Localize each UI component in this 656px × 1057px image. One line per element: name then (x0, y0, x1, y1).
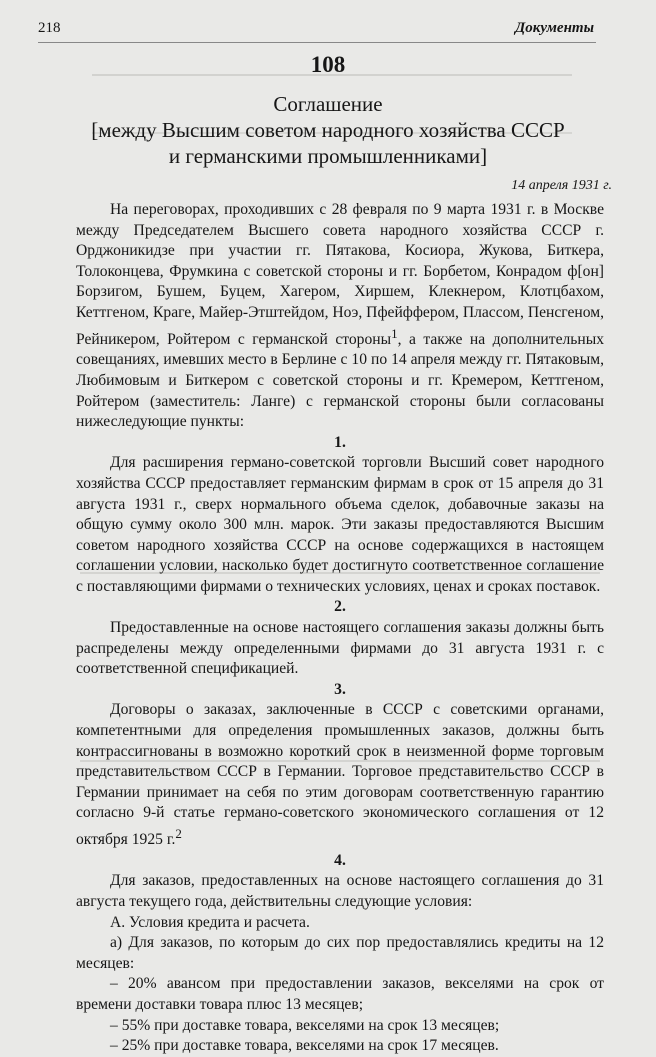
section-number: 4. (334, 851, 346, 869)
header-divider (38, 42, 596, 43)
section-number: 3. (334, 680, 346, 698)
section-number: 2. (334, 598, 346, 616)
section-paragraph: Для заказов, предоставленных на основе настоящего соглашения до 31 августа текущего года, действительны следующие условия: (76, 872, 604, 910)
intro-paragraph (76, 200, 604, 433)
title-line: [между Высшим советом народного хозяйства СССР (91, 118, 565, 142)
intro-text-continued: , а также на дополнительных совещаниях, имевших место в Берлине с 10 по 14 апреля между гг. Пятаковым, Любимовым и Биткером с советской стороны и гг. Кремером, Кеттгеном, Ройтером (заместитель: Ланге) с германской стороны были согласованы нижеследующие пункты: (76, 330, 605, 431)
conditions-item: а) Для заказов, по которым до сих пор предоставлялись кредиты на 12 месяцев: (76, 934, 604, 972)
document-number: 108 (310, 52, 346, 77)
document-title (0, 91, 656, 169)
section-number: 1. (334, 433, 346, 451)
section-paragraph (76, 700, 604, 850)
running-head: Документы (515, 20, 594, 36)
title-line: и германскими промышленниками] (168, 144, 488, 168)
document-body (76, 200, 604, 1057)
section-paragraph: Предоставленные на основе настоящего соглашения заказы должны быть распределены между определенными фирмами до 31 августа 1931 г. с соответственной спецификацией. (76, 619, 604, 678)
section-paragraph: Для расширения германо-советской торговли Высший совет народного хозяйства СССР предоставляет германским фирмам в срок от 15 апреля до 31 августа 1931 г., сверх нормального объема сделок, добавочные заказы на общую сумму около 300 млн. марок. Эти заказы предоставляются Высшим советом народного хозяйства СССР на основе содержащихся в настоящем соглашении условии, насколько будет достигнуто соответственное соглашение с поставляющими фирмами о технических условиях, ценах и сроках поставок. (76, 454, 604, 595)
conditions-bullet: – 20% авансом при предоставлении заказов, векселями на срок от времени доставки товара плюс 13 месяцев; (76, 975, 604, 1013)
conditions-bullet: – 25% при доставке товара, векселями на срок 17 месяцев. (110, 1037, 499, 1055)
conditions-heading: А. Условия кредита и расчета. (110, 913, 310, 931)
title-line: Соглашение (273, 92, 383, 116)
conditions-bullet: – 55% при доставке товара, векселями на срок 13 месяцев; (110, 1016, 500, 1034)
footnote-marker: 1 (391, 325, 398, 341)
document-date: 14 апреля 1931 г. (511, 178, 612, 193)
footnote-marker: 2 (175, 826, 182, 841)
section-text: Договоры о заказах, заключенные в СССР с советскими органами, компетентными для определения промышленных заказов, должны быть контрассигнованы в возможно короткий срок в неизменной форме торговым представительством СССР в Германии. Торговое представительство СССР в Германии принимает на себя по этим договорам соответственную гарантию согласно 9-й статье германо-советского экономического соглашения от 12 октября 1925 г. (76, 701, 604, 849)
page-number: 218 (38, 20, 61, 36)
intro-text: На переговорах, проходивших с 28 февраля по 9 марта 1931 г. в Москве между Председателем Высшего совета народного хозяйства СССР г. Орджоникидзе при участии гг. Пятакова, Косиора, Жукова, Биткера, Толоконцева, Фрумкина с советской стороны и гг. Борбетом, Конрадом ф[он] Борзигом, Бушем, Буцем, Хагером, Хиршем, Клекнером, Клотцбахом, Кеттгеном, Краге, Майер-Этштейдом, Ноэ, Пфейффером, Плассом, Пенсгеном, Рейникером, Ройтером с германской стороны (76, 201, 604, 348)
